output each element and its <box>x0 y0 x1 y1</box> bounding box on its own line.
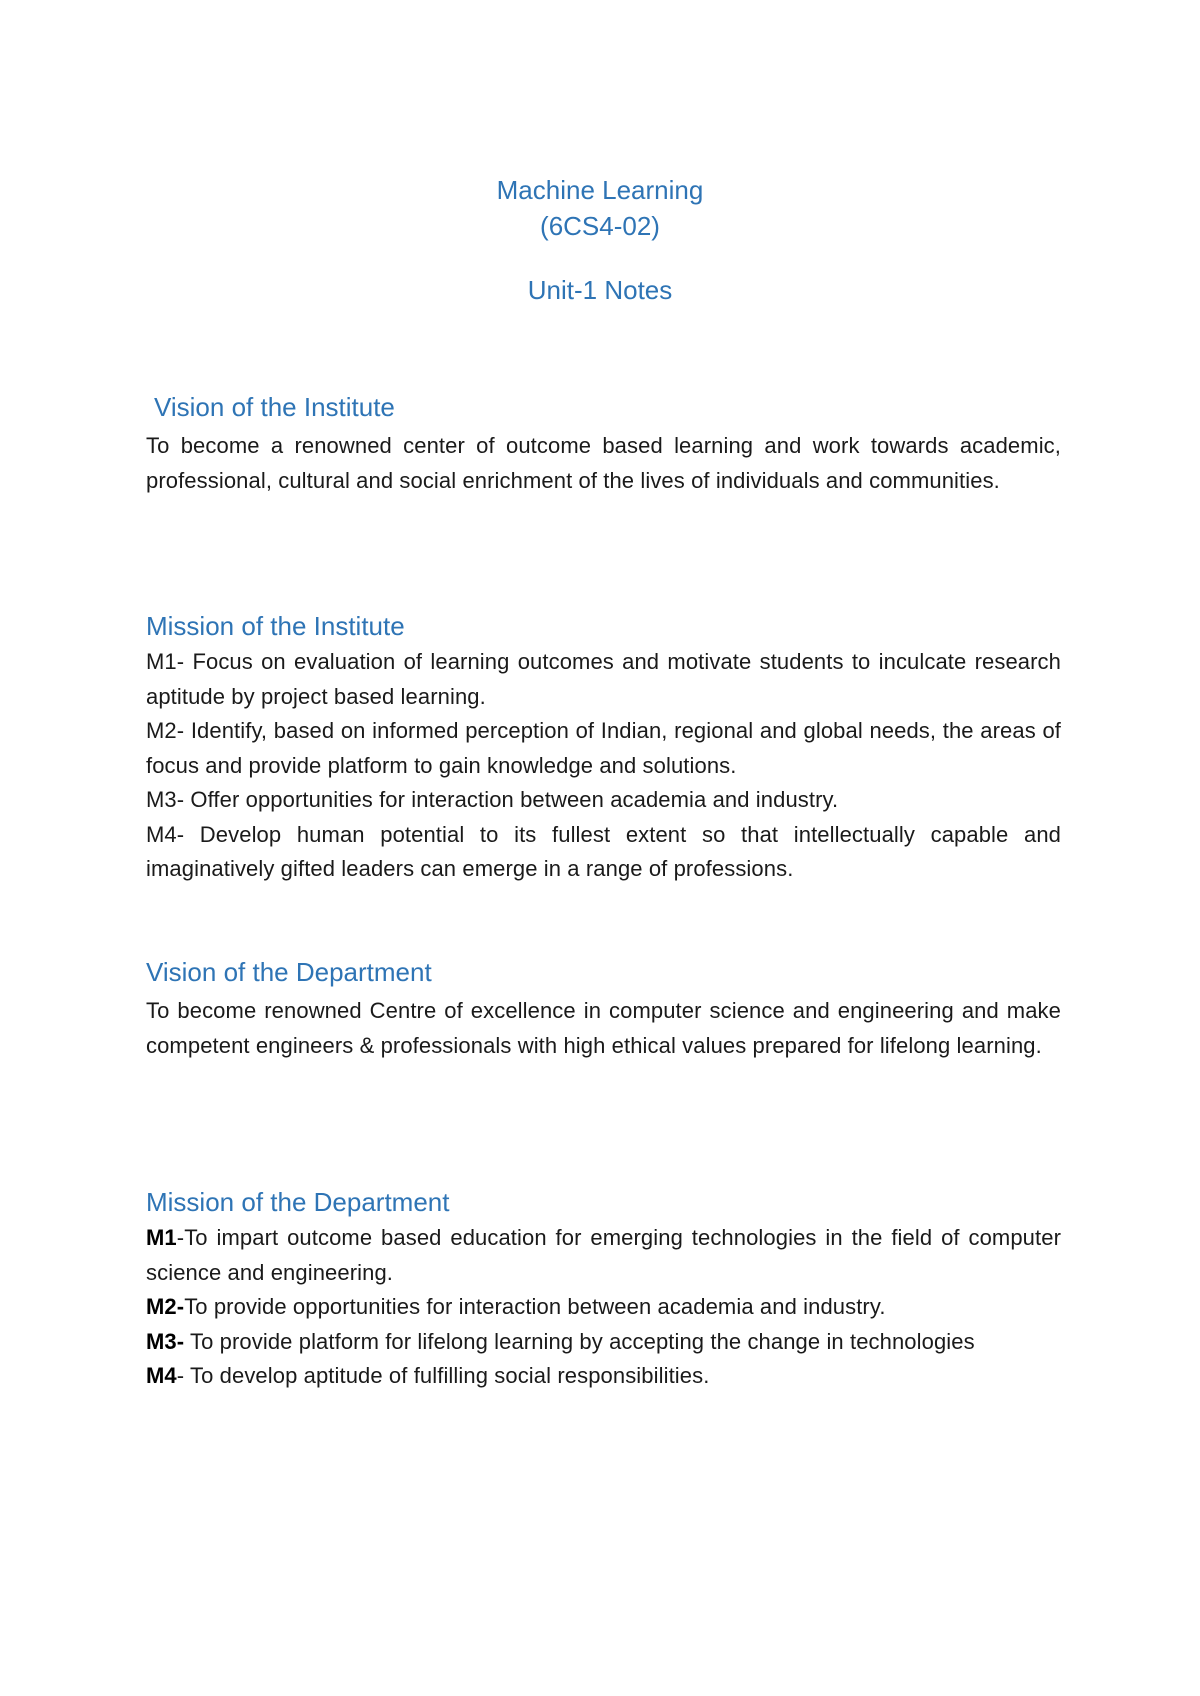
mission-code: M1 <box>146 1225 177 1250</box>
mission-department-item <box>146 1325 1061 1360</box>
course-code: (6CS4-02) <box>540 211 660 241</box>
vision-institute-section <box>146 390 1061 498</box>
vision-department-heading: Vision of the Department <box>146 957 432 987</box>
mission-text: - To develop aptitude of fulfilling social responsibilities. <box>176 1363 710 1388</box>
vision-institute-text: To become a renowned center of outcome based learning and work towards academic, professional, cultural and social enrichment of the lives of individuals and communities. <box>146 433 1061 493</box>
mission-text: To provide opportunities for interaction between academia and industry. <box>184 1294 886 1319</box>
mission-department-item <box>146 1221 1061 1290</box>
mission-text: To provide platform for lifelong learning by accepting the change in technologies <box>184 1328 975 1354</box>
mission-department-heading: Mission of the Department <box>146 1187 450 1217</box>
vision-department-text: To become renowned Centre of excellence in computer science and engineering and make competent engineers & professionals with high ethical values prepared for lifelong learning. <box>146 998 1061 1058</box>
vision-department-section <box>146 955 1061 1063</box>
mission-institute-item: M1- Focus on evaluation of learning outcomes and motivate students to inculcate research aptitude by project based learning. <box>146 649 1061 709</box>
course-title: Machine Learning <box>496 175 704 205</box>
mission-institute-section <box>146 609 1061 887</box>
mission-code: M3- <box>146 1328 185 1354</box>
mission-institute-item: M3- Offer opportunities for interaction between academia and industry. <box>146 787 839 812</box>
mission-code: M4 <box>146 1363 177 1388</box>
mission-institute-heading: Mission of the Institute <box>146 611 405 641</box>
unit-title: Unit-1 Notes <box>527 275 673 305</box>
mission-code: M2- <box>146 1294 185 1319</box>
mission-department-item <box>146 1359 1061 1394</box>
vision-institute-heading: Vision of the Institute <box>154 392 395 422</box>
mission-department-item <box>146 1290 1061 1325</box>
mission-institute-item: M4- Develop human potential to its fullest extent so that intellectually capable and imaginatively gifted leaders can emerge in a range of professions. <box>146 821 1061 881</box>
mission-institute-item: M2- Identify, based on informed perception of Indian, regional and global needs, the areas of focus and provide platform to gain knowledge and solutions. <box>146 718 1061 778</box>
title-block <box>0 172 1200 308</box>
mission-text: -To impart outcome based education for emerging technologies in the field of computer science and engineering. <box>146 1225 1061 1285</box>
mission-department-section <box>146 1185 1061 1394</box>
